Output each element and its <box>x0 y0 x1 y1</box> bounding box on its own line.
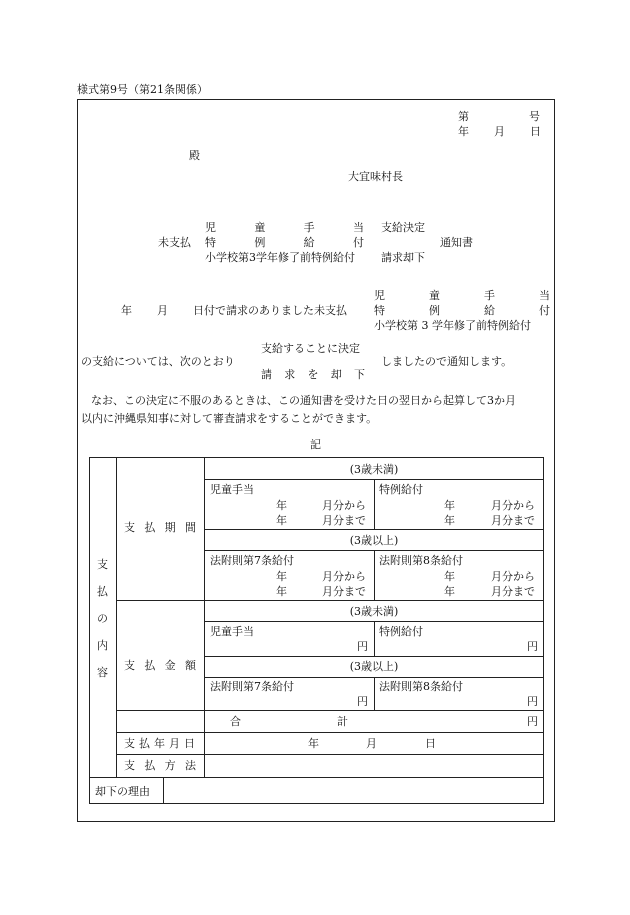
amount-yen: 円 <box>527 640 538 653</box>
char: 給 <box>303 236 315 249</box>
total-yen: 円 <box>527 715 538 728</box>
char: 求 <box>284 368 296 381</box>
amount-yen: 円 <box>357 695 368 708</box>
char: 請 <box>261 368 272 381</box>
period-month-from: 月分から <box>322 570 366 583</box>
total-label-1: 合 <box>230 715 241 728</box>
char: 特 <box>374 304 385 317</box>
char: 却 <box>330 368 342 381</box>
char: 払 <box>144 759 156 772</box>
period-year: 年 <box>276 570 287 583</box>
body-year: 年 <box>121 304 132 317</box>
pay-date-year: 年 <box>308 737 319 750</box>
period-art7: 法附則第7条給付 <box>210 554 294 567</box>
char: 手 <box>484 289 495 302</box>
pay-date-month: 月 <box>366 737 377 750</box>
char: 付 <box>539 304 550 317</box>
period-year: 年 <box>276 514 287 527</box>
pay-date-day: 日 <box>425 737 436 750</box>
amount-under3-header: (3歳未満) <box>349 605 399 618</box>
appeal-line-1: なお、この決定に不服のあるときは、この通知書を受けた日の翌日から起算して3か月 <box>91 394 516 407</box>
char: 下 <box>354 368 365 381</box>
char: 当 <box>352 221 364 234</box>
period-month-from: 月分から <box>491 570 535 583</box>
period-label <box>124 522 196 533</box>
char: 支 <box>124 759 135 772</box>
number-prefix: 第 <box>458 110 469 123</box>
date-year: 年 <box>458 125 469 138</box>
period-month-to: 月分まで <box>491 514 535 527</box>
amount-child-allowance: 児童手当 <box>210 625 254 638</box>
body-option-grade3: 小学校第 3 学年修了前特例給付 <box>374 319 531 332</box>
period-year: 年 <box>444 585 455 598</box>
title-notice: 通知書 <box>440 236 473 249</box>
char: 給 <box>484 304 495 317</box>
char: 金 <box>164 659 176 672</box>
amount-label <box>124 660 196 671</box>
decision-pay: 支給することに決定 <box>261 342 360 355</box>
body-option-special-benefit <box>374 305 550 316</box>
period-year: 年 <box>276 585 287 598</box>
char: 例 <box>429 304 440 317</box>
body-day-text: 日付で請求のありました未支払 <box>193 304 347 317</box>
pay-date-label: 支払年月日 <box>124 737 199 750</box>
char: 方 <box>164 759 176 772</box>
period-year: 年 <box>444 570 455 583</box>
char: 支 <box>124 659 135 672</box>
period-month-to: 月分まで <box>491 585 535 598</box>
form-label: 様式第9号（第21条関係） <box>77 83 208 96</box>
char: 額 <box>184 659 196 672</box>
body-line2-suffix: しましたので通知します。 <box>381 355 513 368</box>
content-label-3: の <box>97 612 108 625</box>
ki-label: 記 <box>310 438 321 451</box>
char: 払 <box>144 659 156 672</box>
char: 手 <box>303 221 315 234</box>
body-option-child-allowance <box>374 290 550 301</box>
char: 童 <box>429 289 440 302</box>
period-year: 年 <box>444 499 455 512</box>
amount-art8: 法附則第8条給付 <box>379 680 463 693</box>
title-option-grade3: 小学校第3学年修了前特例給付 <box>205 251 355 264</box>
char: 例 <box>254 236 266 249</box>
content-label-1: 支 <box>97 558 108 571</box>
period-month-to: 月分まで <box>322 585 366 598</box>
total-label-2: 計 <box>337 715 348 728</box>
period-special-benefit: 特例給付 <box>379 483 423 496</box>
amount-yen: 円 <box>357 640 368 653</box>
amount-special-benefit: 特例給付 <box>379 625 423 638</box>
char: 特 <box>205 236 216 249</box>
content-label-4: 内 <box>97 639 108 652</box>
title-option-reject: 請求却下 <box>381 251 425 264</box>
date-day: 日 <box>530 125 541 138</box>
title-unpaid: 未支払 <box>158 236 191 249</box>
char: 期 <box>164 521 176 534</box>
period-month-from: 月分から <box>322 499 366 512</box>
char: 児 <box>205 221 216 234</box>
period-over3-header: (3歳以上) <box>349 534 399 547</box>
addressee-suffix: 殿 <box>189 149 200 162</box>
title-option-special-benefit <box>205 237 364 248</box>
amount-art7: 法附則第7条給付 <box>210 680 294 693</box>
number-suffix: 号 <box>529 110 540 123</box>
body-line2-prefix: の支給については、次のとおり <box>81 355 235 368</box>
sender: 大宜味村長 <box>348 170 403 183</box>
reject-reason-label: 却下の理由 <box>95 785 150 798</box>
title-option-pay: 支給決定 <box>381 221 425 234</box>
pay-method-label <box>124 760 196 771</box>
period-month-from: 月分から <box>491 499 535 512</box>
content-label-2: 払 <box>97 585 108 598</box>
detail-table <box>89 457 544 804</box>
period-year: 年 <box>444 514 455 527</box>
char: 間 <box>184 521 196 534</box>
content-label-5: 容 <box>97 666 108 679</box>
char: 当 <box>539 289 550 302</box>
title-option-child-allowance <box>205 222 364 233</box>
char: 童 <box>254 221 266 234</box>
period-month-to: 月分まで <box>322 514 366 527</box>
decision-reject <box>261 369 365 380</box>
appeal-line-2: 以内に沖縄県知事に対して審査請求をすることができます。 <box>81 412 378 425</box>
char: 付 <box>352 236 364 249</box>
amount-over3-header: (3歳以上) <box>349 660 399 673</box>
amount-yen: 円 <box>527 695 538 708</box>
period-year: 年 <box>276 499 287 512</box>
char: 児 <box>374 289 385 302</box>
char: 支 <box>124 521 135 534</box>
period-child-allowance: 児童手当 <box>210 483 254 496</box>
char: を <box>307 368 319 381</box>
period-under3-header: (3歳未満) <box>349 463 399 476</box>
char: 払 <box>144 521 156 534</box>
period-art8: 法附則第8条給付 <box>379 554 463 567</box>
date-month: 月 <box>494 125 505 138</box>
body-month: 月 <box>157 304 168 317</box>
char: 法 <box>184 759 196 772</box>
